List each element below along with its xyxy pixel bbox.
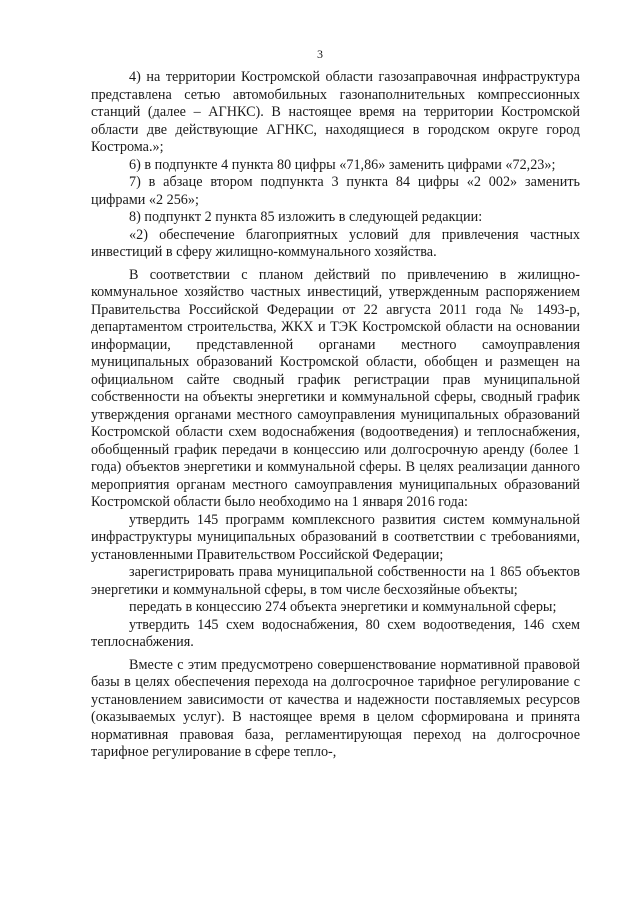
paragraph-gas-infrastructure: 4) на территории Костромской области газозаправочная инфраструктура представлена сетью автомобильных газонаполнительных компрессионных станций (далее – АГНКС). В настоящее время на территории Костромской области две действующие АГНКС, находящиеся в городском округе город Кострома.»; [91,69,580,155]
page-number: 3 [317,47,323,61]
paragraph-action-plan: В соответствии с планом действий по привлечению в жилищно-коммунальное хозяйство частных инвестиций, утвержденным распоряжением Правительства Российской Федерации от 22 августа 2011 года № 1493-р, департаментом строительства, ЖКХ и ТЭК Костромской области на основании информации, представленной органами местного самоуправления муниципальных образований Костромской области, обобщен и размещен на официальном сайте сводный график регистрации прав муниципальной собственности на объекты энергетики и коммунальной сферы, сводный график утверждения органами местного самоуправления муниципальных образований Костромской области схем водоснабжения (водоотведения) и теплоснабжения, обобщенный график передачи в концессию или долгосрочную аренду (более 1 года) объектов энергетики и коммунальной сферы. В целях реализации данного мероприятия органам местного самоуправления муниципальных образований Костромской области было необходимо на 1 января 2016 года: [91,266,580,510]
paragraph-concession: передать в концессию 274 объекта энергетики и коммунальной сферы; [129,599,557,615]
paragraph-item-7: 7) в абзаце втором подпункта 3 пункта 84 цифры «2 002» заменить цифрами «2 256»; [91,174,580,208]
document-body [91,69,580,762]
paragraph-register-rights: зарегистрировать права муниципальной собственности на 1 865 объектов энергетики и коммунальной сферы, в том числе бесхозяйные объекты; [91,564,580,598]
paragraph-subitem-2: «2) обеспечение благоприятных условий для привлечения частных инвестиций в сферу жилищно-коммунального хозяйства. [91,226,580,260]
paragraph-item-8: 8) подпункт 2 пункта 85 изложить в следующей редакции: [129,209,483,225]
paragraph-approve-programs: утвердить 145 программ комплексного развития систем коммунальной инфраструктуры муниципальных образований в соответствии с требованиями, установленными Правительством Российской Федерации; [91,511,580,563]
paragraph-regulatory-base: Вместе с этим предусмотрено совершенствование нормативной правовой базы в целях обеспечения перехода на долгосрочное тарифное регулирование с установлением зависимости от качества и надежности поставляемых ресурсов (оказываемых услуг). В настоящее время в целом сформирована и принята нормативная правовая база, регламентирующая переход на долгосрочное тарифное регулирование в сфере тепло-, [91,656,580,760]
paragraph-item-6: 6) в подпункте 4 пункта 80 цифры «71,86» заменить цифрами «72,23»; [129,156,556,173]
paragraph-schemes: утвердить 145 схем водоснабжения, 80 схем водоотведения, 146 схем теплоснабжения. [91,616,580,650]
